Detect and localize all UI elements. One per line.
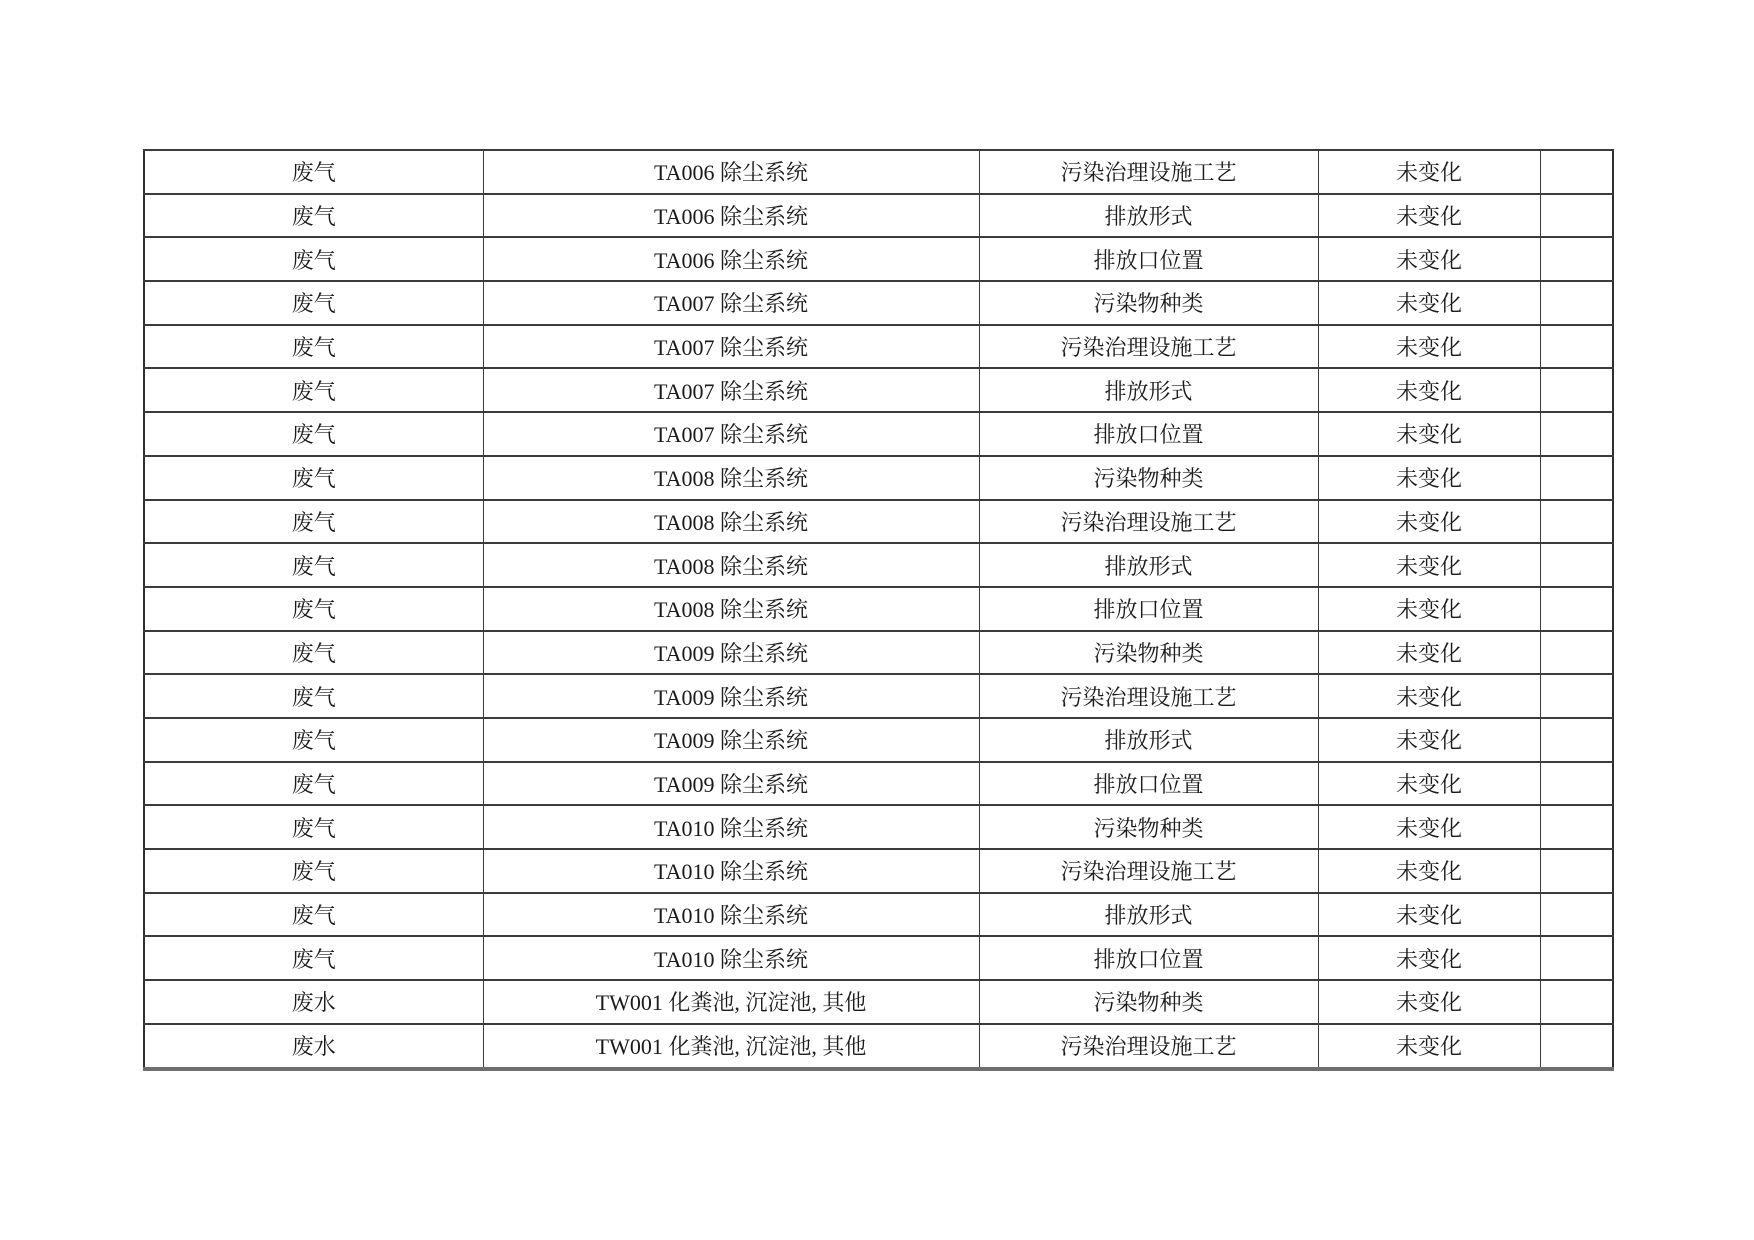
change-status-cell: 未变化 [1318,893,1540,937]
remark-cell [1540,500,1613,544]
pollutant-category-cell: 废气 [144,587,483,631]
change-record-table-body [144,150,1613,1069]
remark-cell [1540,980,1613,1024]
pollutant-category-cell: 废气 [144,805,483,849]
pollutant-category-cell: 废气 [144,325,483,369]
remark-cell [1540,281,1613,325]
pollutant-category-cell: 废气 [144,412,483,456]
change-item-cell: 污染治理设施工艺 [979,849,1318,893]
table-row [144,456,1613,500]
table-row [144,762,1613,806]
facility-code-cell: TA008 除尘系统 [483,500,979,544]
change-status-cell: 未变化 [1318,631,1540,675]
change-item-cell: 排放形式 [979,194,1318,238]
facility-code-cell: TA010 除尘系统 [483,936,979,980]
remark-cell [1540,543,1613,587]
change-status-cell: 未变化 [1318,587,1540,631]
facility-code-cell: TW001 化粪池, 沉淀池, 其他 [483,1024,979,1069]
table-row [144,718,1613,762]
change-status-cell: 未变化 [1318,500,1540,544]
remark-cell [1540,1024,1613,1069]
remark-cell [1540,936,1613,980]
change-status-cell: 未变化 [1318,762,1540,806]
table-row [144,325,1613,369]
remark-cell [1540,325,1613,369]
pollutant-category-cell: 废气 [144,500,483,544]
change-status-cell: 未变化 [1318,194,1540,238]
table-row [144,194,1613,238]
table-row [144,893,1613,937]
change-status-cell: 未变化 [1318,936,1540,980]
change-item-cell: 污染物种类 [979,631,1318,675]
table-row [144,631,1613,675]
change-item-cell: 污染治理设施工艺 [979,500,1318,544]
remark-cell [1540,762,1613,806]
change-item-cell: 排放口位置 [979,762,1318,806]
change-item-cell: 排放口位置 [979,936,1318,980]
facility-code-cell: TA009 除尘系统 [483,718,979,762]
remark-cell [1540,849,1613,893]
change-status-cell: 未变化 [1318,237,1540,281]
change-record-table [143,149,1614,1071]
change-status-cell: 未变化 [1318,456,1540,500]
table-row [144,368,1613,412]
pollutant-category-cell: 废气 [144,631,483,675]
pollutant-category-cell: 废气 [144,456,483,500]
pollutant-category-cell: 废气 [144,762,483,806]
remark-cell [1540,631,1613,675]
change-status-cell: 未变化 [1318,281,1540,325]
table-row [144,980,1613,1024]
facility-code-cell: TA009 除尘系统 [483,631,979,675]
change-item-cell: 排放形式 [979,718,1318,762]
change-item-cell: 污染治理设施工艺 [979,674,1318,718]
change-item-cell: 排放口位置 [979,587,1318,631]
facility-code-cell: TA009 除尘系统 [483,762,979,806]
remark-cell [1540,805,1613,849]
facility-code-cell: TA007 除尘系统 [483,325,979,369]
change-status-cell: 未变化 [1318,980,1540,1024]
change-item-cell: 污染治理设施工艺 [979,325,1318,369]
remark-cell [1540,893,1613,937]
pollutant-category-cell: 废气 [144,150,483,194]
change-status-cell: 未变化 [1318,674,1540,718]
table-row [144,237,1613,281]
facility-code-cell: TA007 除尘系统 [483,412,979,456]
table-row [144,805,1613,849]
facility-code-cell: TA009 除尘系统 [483,674,979,718]
change-item-cell: 排放形式 [979,368,1318,412]
facility-code-cell: TA008 除尘系统 [483,543,979,587]
table-row [144,587,1613,631]
pollutant-category-cell: 废气 [144,893,483,937]
table-row [144,674,1613,718]
change-status-cell: 未变化 [1318,849,1540,893]
change-item-cell: 污染治理设施工艺 [979,150,1318,194]
table-row [144,281,1613,325]
facility-code-cell: TW001 化粪池, 沉淀池, 其他 [483,980,979,1024]
change-status-cell: 未变化 [1318,325,1540,369]
pollutant-category-cell: 废水 [144,980,483,1024]
facility-code-cell: TA010 除尘系统 [483,805,979,849]
table-row [144,936,1613,980]
remark-cell [1540,237,1613,281]
change-status-cell: 未变化 [1318,150,1540,194]
remark-cell [1540,587,1613,631]
table-row [144,412,1613,456]
change-status-cell: 未变化 [1318,368,1540,412]
change-status-cell: 未变化 [1318,718,1540,762]
remark-cell [1540,194,1613,238]
facility-code-cell: TA007 除尘系统 [483,368,979,412]
change-item-cell: 污染物种类 [979,281,1318,325]
change-item-cell: 污染物种类 [979,456,1318,500]
table-row [144,849,1613,893]
change-status-cell: 未变化 [1318,1024,1540,1069]
pollutant-category-cell: 废气 [144,368,483,412]
change-item-cell: 排放形式 [979,893,1318,937]
change-item-cell: 排放口位置 [979,412,1318,456]
pollutant-category-cell: 废水 [144,1024,483,1069]
facility-code-cell: TA008 除尘系统 [483,456,979,500]
change-status-cell: 未变化 [1318,805,1540,849]
facility-code-cell: TA007 除尘系统 [483,281,979,325]
change-item-cell: 污染物种类 [979,805,1318,849]
remark-cell [1540,674,1613,718]
facility-code-cell: TA006 除尘系统 [483,150,979,194]
pollutant-category-cell: 废气 [144,281,483,325]
remark-cell [1540,150,1613,194]
pollutant-category-cell: 废气 [144,718,483,762]
pollutant-category-cell: 废气 [144,194,483,238]
facility-code-cell: TA010 除尘系统 [483,893,979,937]
change-item-cell: 污染治理设施工艺 [979,1024,1318,1069]
change-item-cell: 污染物种类 [979,980,1318,1024]
change-item-cell: 排放口位置 [979,237,1318,281]
facility-code-cell: TA006 除尘系统 [483,194,979,238]
pollutant-category-cell: 废气 [144,237,483,281]
facility-code-cell: TA008 除尘系统 [483,587,979,631]
pollutant-category-cell: 废气 [144,936,483,980]
change-status-cell: 未变化 [1318,412,1540,456]
pollutant-category-cell: 废气 [144,674,483,718]
remark-cell [1540,412,1613,456]
facility-code-cell: TA006 除尘系统 [483,237,979,281]
table-row [144,1024,1613,1069]
change-item-cell: 排放形式 [979,543,1318,587]
remark-cell [1540,368,1613,412]
pollutant-category-cell: 废气 [144,543,483,587]
table-row [144,150,1613,194]
remark-cell [1540,456,1613,500]
table-row [144,543,1613,587]
facility-code-cell: TA010 除尘系统 [483,849,979,893]
remark-cell [1540,718,1613,762]
change-status-cell: 未变化 [1318,543,1540,587]
table-row [144,500,1613,544]
pollutant-category-cell: 废气 [144,849,483,893]
